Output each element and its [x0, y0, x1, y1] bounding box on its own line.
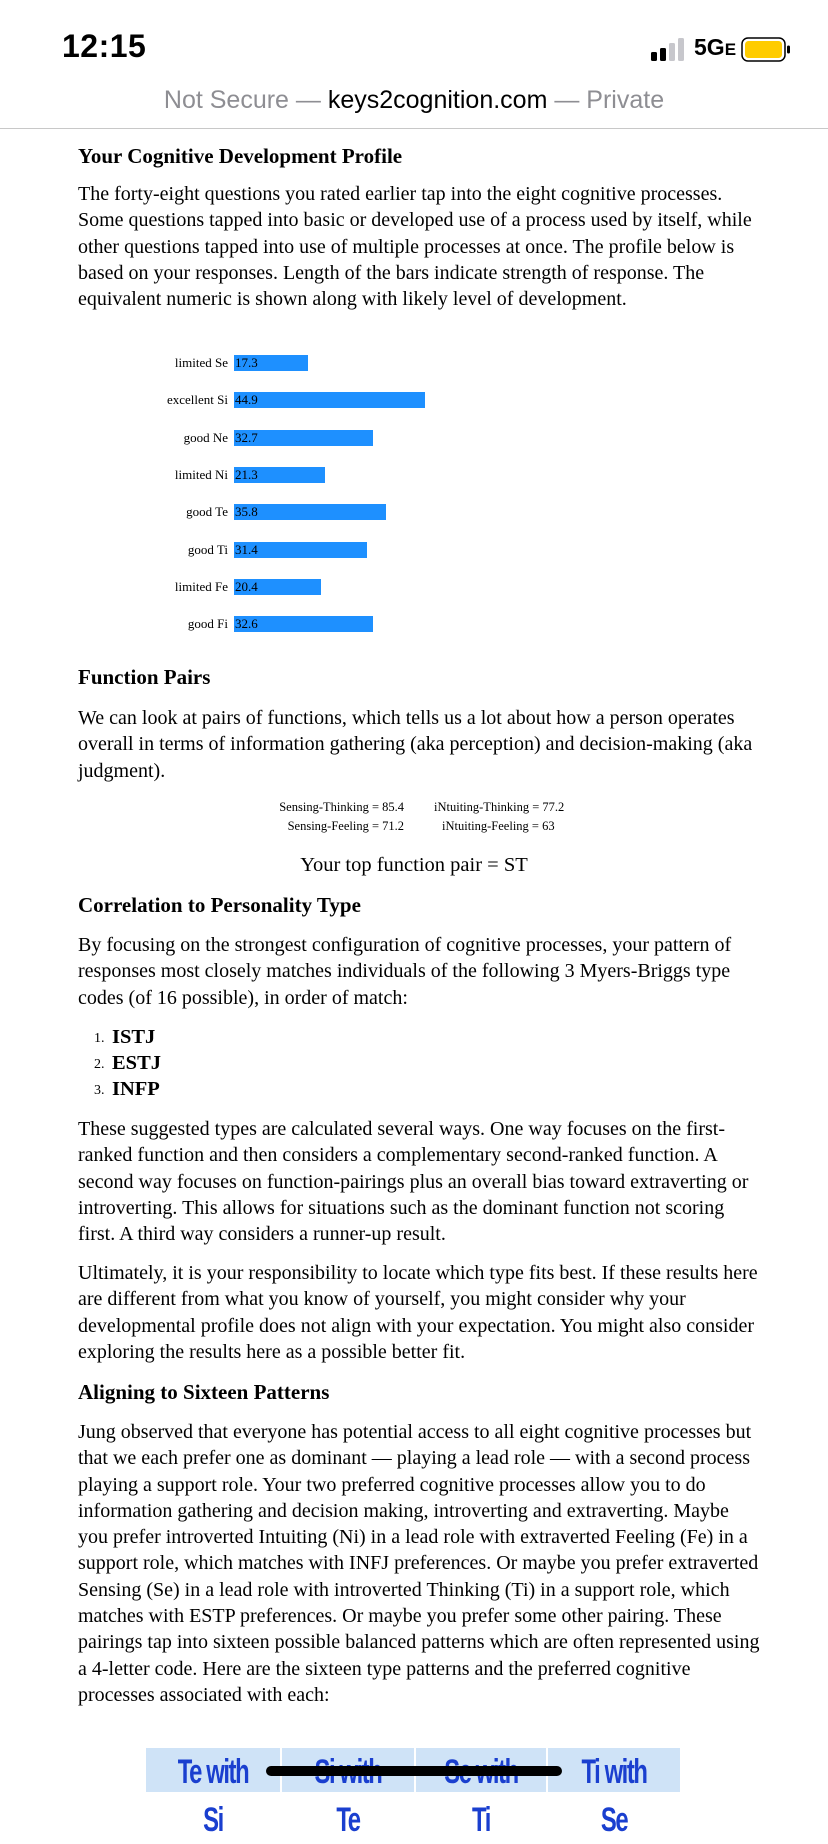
chart-bar-label: limited Ni: [174, 466, 228, 482]
header-te-with-si: Te with Si: [177, 1753, 249, 1839]
chart-bar-value-label: 35.8: [235, 504, 258, 520]
chart-bar-label: limited Fe: [174, 578, 228, 594]
home-indicator[interactable]: [266, 1766, 562, 1776]
chart-bar-label: good Ti: [187, 541, 228, 557]
type-code: ESTJ: [112, 1052, 161, 1074]
table-header-cell: [146, 1748, 282, 1839]
battery-icon: [741, 37, 791, 62]
chart-bar-value-label: 21.3: [235, 466, 258, 482]
responsibility-note: Ultimately, it is your responsibility to locate which type fits best. If these results here are different from what you know of yourself, you might consider why your developmental profile does not align with your expectation. You might also consider exploring the results here as a possible better fit.: [78, 1262, 758, 1363]
network-suffix: E: [724, 40, 737, 59]
url-private-suffix: — Private: [547, 86, 665, 114]
chart-bar-label: excellent Si: [166, 392, 228, 408]
correlation-heading: Correlation to Personality Type: [78, 893, 361, 917]
top-function-pair: Your top function pair = ST: [300, 854, 528, 876]
chart-bar-value-label: 44.9: [235, 392, 258, 408]
chart-bar-value-label: 32.7: [235, 429, 258, 445]
pair-sensing-thinking: Sensing-Thinking = 85.4: [279, 800, 404, 814]
header-ti-with-se: Ti with Se: [581, 1753, 647, 1839]
status-bar: [0, 0, 828, 82]
type-rank: 3.: [94, 1083, 105, 1098]
matched-types-list: [78, 1024, 378, 1102]
correlation-intro: By focusing on the strongest configuration of cognitive processes, your pattern of responses most closely matches individuals of the following 3 Myers-Briggs type codes (of 16 possible), in order of match:: [78, 934, 732, 1009]
aligning-paragraph: Jung observed that everyone has potential access to all eight cognitive processes but that we each prefer one as dominant — playing a lead role — with a second process playing a support role. Your two preferred cognitive processes allow you to do information gathering and decision making, introverting and extraverting. Maybe you prefer introverted Intuiting (Ni) in a lead role with extraverted Feeling (Fe) in a support role, which matches with INFJ preferences. Or maybe you prefer extraverted Sensing (Se) in a lead role with introverted Thinking (Ti) in a support role, which matches with ESTP preferences. Or maybe you prefer some other pairing. These pairings tap into sixteen possible balanced patterns which are often represented using a 4-letter code. Here are the sixteen type patterns and the preferred cognitive processes associated with each:: [78, 1421, 760, 1706]
chart-bar-value-label: 31.4: [235, 541, 258, 557]
address-bar[interactable]: [0, 82, 828, 129]
network-type: 5G: [694, 34, 725, 60]
header-se-with-ti: Ti: [472, 1801, 490, 1839]
profile-intro: The forty-eight questions you rated earlier tap into the eight cognitive processes. Some questions tapped into basic or developed use of a process used by itself, while other questions tapped into use of multiple processes at once. The profile below is based on your responses. Length of the bars indicate strength of response. The equivalent numeric is shown along with likely level of development.: [78, 183, 752, 311]
cellular-signal-icon: [651, 38, 687, 62]
list-item: [78, 1076, 378, 1102]
url-security-prefix: Not Secure —: [163, 86, 328, 114]
chart-bar-value-label: 32.6: [235, 616, 258, 632]
pair-sensing-feeling: Sensing-Feeling = 71.2: [287, 819, 404, 833]
calculation-explanation: These suggested types are calculated several ways. One way focuses on the first-ranked function and then considers a complementary second-ranked function. A second way focuses on function-pairings plus an overall bias toward extraverting or introverting. This allows for situations such as the dominant function not scoring first. A third way considers a runner-up result.: [78, 1118, 749, 1246]
pair-intuiting-thinking: iNtuiting-Thinking = 77.2: [434, 800, 565, 814]
network-indicator: [694, 34, 736, 61]
type-rank: 2.: [94, 1057, 105, 1072]
list-item: [78, 1050, 378, 1076]
chart-bar-value-label: 20.4: [235, 578, 258, 594]
function-pairs-heading: Function Pairs: [78, 665, 211, 689]
chart-bar-value-label: 17.3: [235, 355, 258, 370]
clock-time: 12:15: [62, 28, 147, 64]
chart-bar-label: good Ne: [183, 429, 228, 445]
pair-intuiting-feeling: iNtuiting-Feeling = 63: [442, 819, 555, 833]
type-rank: 1.: [94, 1031, 105, 1046]
chart-bar-label: good Fi: [187, 616, 228, 632]
type-code: INFP: [112, 1078, 160, 1100]
aligning-heading: Aligning to Sixteen Patterns: [78, 1380, 330, 1404]
header-si-with-te: Te: [336, 1801, 360, 1839]
list-item: [78, 1024, 378, 1050]
function-pairs-intro: We can look at pairs of functions, which tells us a lot about how a person operates overall in terms of information gathering (aka perception) and decision-making (aka judgment).: [78, 707, 753, 782]
chart-bar: [234, 392, 425, 408]
table-header-cell: [548, 1748, 680, 1839]
chart-bar-label: limited Se: [174, 355, 228, 370]
url-domain: keys2cognition.com: [327, 86, 548, 114]
profile-heading: Your Cognitive Development Profile: [78, 144, 403, 168]
type-code: ISTJ: [112, 1026, 156, 1048]
chart-bar-label: good Te: [186, 504, 228, 520]
